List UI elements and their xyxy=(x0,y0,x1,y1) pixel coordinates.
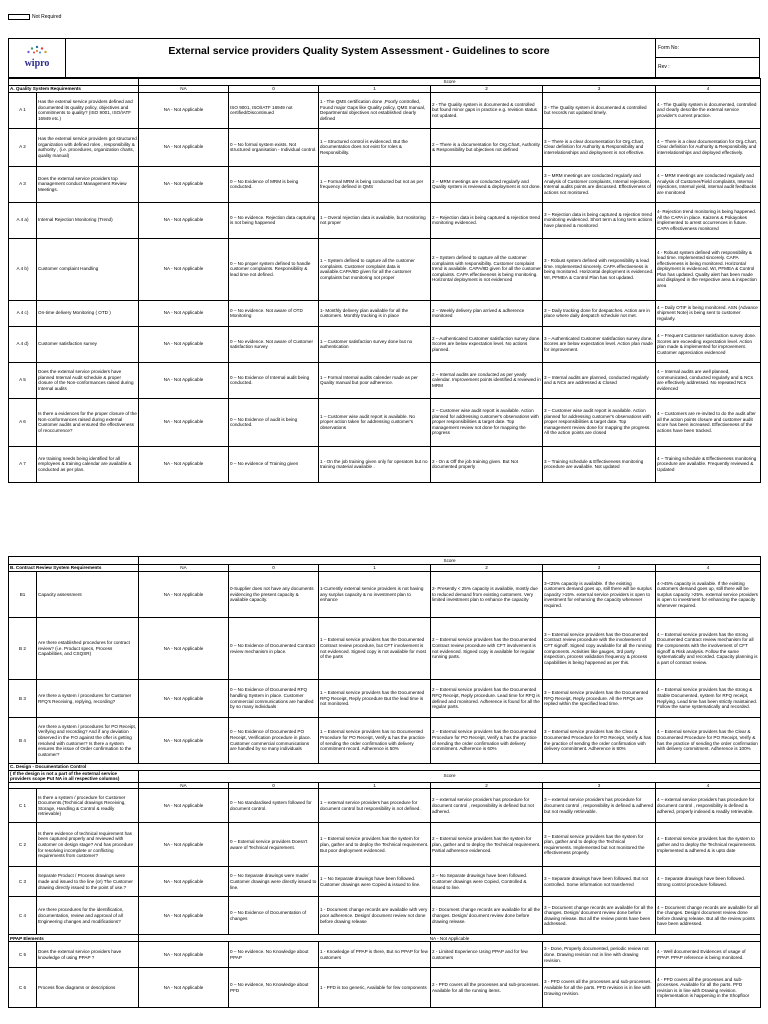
score-4: 4 – External service providers has the system to gather and to deploy the Technical requirements. Implemented & adhered & is upto date xyxy=(656,823,761,867)
form-number-box xyxy=(655,39,760,77)
score-na: NA - Not Applicable xyxy=(139,968,229,1008)
score-3: 3 – Authenticated Customer satisfaction survey done. Scores are below expectation level. Action plan made for improvement. xyxy=(543,326,656,362)
score-2: 2 – System defined to capture all the customer complaints with responsibility. Customer complaint trend is available. CAPA/8D given for all the customer complaints. CAPA effectiveness is being monitoring. Horizontal deployment is not evidenced xyxy=(431,238,543,300)
table-row xyxy=(9,202,761,238)
score-4: 4 – Separate drawings have been followed. Strong control procedure followed. xyxy=(656,867,761,897)
score-2: 2- Presently < 25% capacity is available, mostly due to reduced demand from existing customers. Very limited investment plan to enhance the capacity xyxy=(431,572,543,618)
score-1: 1 – External service providers has the system for plan, gather and to deploy the Technical requirement. But poor deployment evidenced. xyxy=(319,823,431,867)
table-row xyxy=(9,618,761,680)
header-blank xyxy=(9,782,139,789)
score-column-header-4: 3 xyxy=(543,85,656,92)
score-1: 1 – Structured control is evidenced. But the documentation does not exist for roles & Responsibility. xyxy=(319,128,431,166)
quality-system-table xyxy=(8,78,761,483)
score-column-header-1: 0 xyxy=(229,565,319,572)
score-column-header-5: 4 xyxy=(656,85,761,92)
score-column-header-2: 1 xyxy=(319,782,431,789)
score-0: 0 – No evidence. Rejection data capturing is not being happened xyxy=(229,202,319,238)
criterion-id: A 5 xyxy=(9,362,37,398)
criterion-id: B 3 xyxy=(9,680,37,718)
contract-review-table xyxy=(8,556,761,1008)
section-heading: C. Design - Documentation Control xyxy=(9,764,761,771)
score-2: 2 - PFD covers all the processes and sub-processes. Available for all the running items. xyxy=(431,968,543,1008)
table-row xyxy=(9,867,761,897)
score-1: 1 – Overal rejection data is available, but monitoring not proper xyxy=(319,202,431,238)
score-3: 3 – External service providers has the Documented RFQ Receipt, Reply procedure. All the RFQs are replied within the specified lead time. xyxy=(543,680,656,718)
table-row xyxy=(9,572,761,618)
score-header: Score xyxy=(139,770,761,782)
criterion-id: C 3 xyxy=(9,867,37,897)
score-2: 2 - On & Off the job training given. But Not documented properly xyxy=(431,446,543,482)
score-1: 1 – External service providers has the Documented Contract review procedure, but CFT involvement is not evidenced. Signed copy is not available for most of the parts xyxy=(319,618,431,680)
score-4: 4 – External service providers has the strong Documented Contract review mechanism for all the components with the involvement of CFT signoff & Risk analysis. Follow the same systematically and recorded. Capacity planning is a part of contract review. xyxy=(656,618,761,680)
rev-label: Rev : xyxy=(656,57,760,76)
score-column-header-1: 0 xyxy=(229,85,319,92)
score-column-header-3: 2 xyxy=(431,565,543,572)
criterion-id: C 6 xyxy=(9,968,37,1008)
criterion-question: Has the external service providers got structured organization with defined roles , responsibility & authority , (i.e. procedures, organization charts, quality manual) xyxy=(37,128,139,166)
table-row xyxy=(9,789,761,823)
criterion-id: A 7 xyxy=(9,446,37,482)
score-3: 3 – external service providers has procedure for document control , responsibility is defined & adhered but not readily retrievable. xyxy=(543,789,656,823)
score-0: 0 – No evidence. No Knowledge about PPAP xyxy=(229,942,319,968)
table-row xyxy=(9,718,761,764)
table-row xyxy=(9,362,761,398)
score-na: NA - Not Applicable xyxy=(139,166,229,202)
criterion-id: A 3 xyxy=(9,166,37,202)
score-na: NA - Not Applicable xyxy=(139,718,229,764)
score-2: 2 – No Separate drawings have been followed. Customer drawings were Copied, Controlled & issued to line. xyxy=(431,867,543,897)
score-2: 2 – External service providers has the Documented RFQ Receipt, Reply procedure. Lead time for RFQ is defined and monitored. Adherence is found for all the regular parts. xyxy=(431,680,543,718)
table-row xyxy=(9,300,761,326)
score-0: 0 – No Evidence of audit is being conducted. xyxy=(229,398,319,446)
score-column-header-5: 4 xyxy=(656,782,761,789)
form-no-label: Form No: xyxy=(658,45,679,51)
score-1: 1 – External service providers has no Documented Procedure for PO Receipt, Verify & has the practice of sending the order confirmation with delivery commitment record. Adherence is 50% xyxy=(319,718,431,764)
score-3: 3 – Rejection data is being captured & rejection trend monitoring evidenced. Short term & long term actions have planned & monitored xyxy=(543,202,656,238)
criterion-id: A 6 xyxy=(9,398,37,446)
criterion-question: Does the external service providers top management conduct Management Review Meetings. xyxy=(37,166,139,202)
score-1: 1 – Formal MRM is being conducted but not as per frequency defined in QMS xyxy=(319,166,431,202)
score-column-header-2: 1 xyxy=(319,85,431,92)
score-3: 3 - Done, Properly documented, periodic review not done. Drawing revision not in line with drawing revision. xyxy=(543,942,656,968)
score-4: 4 – External service providers has the strong & Stable Documented, system for RFQ receipt, Replying. Lead time has been strictly maintained. Follow the same systematically and recorded. xyxy=(656,680,761,718)
score-4: 4 – External service providers has the Clear & Documented Procedure for PO Receipt, Verify & has the practice of sending the order confirmation with delivery commitment. Adherence is 100% xyxy=(656,718,761,764)
logo-wordmark: wipro xyxy=(24,58,50,69)
criterion-question: Are there established procedures for contract review? (i.e. Product specs, Process Capabilities, and CSQSR) xyxy=(37,618,139,680)
table-row xyxy=(9,823,761,867)
score-na: NA - Not Applicable xyxy=(139,789,229,823)
criterion-id: B 2 xyxy=(9,618,37,680)
table-row xyxy=(9,398,761,446)
score-2: 2 - Limited Experience Using PPAP and for few customers xyxy=(431,942,543,968)
score-na: NA - Not Applicable xyxy=(139,680,229,718)
criterion-question: Are there procedures for the identification, documentation, review and approval of all Engineering changes and modifications? xyxy=(37,897,139,935)
criterion-question: Is there a system / procedure for Customer Documents.(Technical drawings Receiving, Storage, Handling & Control & readily retrievable) xyxy=(37,789,139,823)
score-3: 3 – Training schedule & Effectiveness monitoring procedure are available. Not updated xyxy=(543,446,656,482)
score-0: 0 – No Evidence of Documentation of changes xyxy=(229,897,319,935)
criterion-question: Capacity assessment xyxy=(37,572,139,618)
score-header: Score xyxy=(139,79,761,86)
score-na: NA - Not Applicable xyxy=(139,202,229,238)
score-3: 3 - Robust system defined with responsibility & lead time. Implemented sincerely. CAPA effectiveness is being monitored. Horizontal deployment is evidenced. WI, PFMEA & Control Plan has not updated. xyxy=(543,238,656,300)
legend-label: Not Required xyxy=(32,14,62,20)
header-blank xyxy=(9,557,139,565)
score-4: 4->45% capacity is available. If the existing customers demand goes up, still there will be surplus capacity >25%. external service providers is open to investment for enhancing the capacity whenever required. xyxy=(656,572,761,618)
score-0: 0 – No evidence of Training given xyxy=(229,446,319,482)
score-4: 4 - The Quality system is documented, controlled and clearly describe the external service provider's current practice. xyxy=(656,92,761,128)
criterion-question: Internal Rejection Monitoring (Trend) xyxy=(37,202,139,238)
score-1: 1 – System defined to capture all the customer complaints. Customer complaint data is available.CAPA/8D given for all the customer complaints but monitoring not proper xyxy=(319,238,431,300)
score-3: 3 – Internal audits are planned, conducted regularly and & NCs are addressed & Closed xyxy=(543,362,656,398)
section-title: B. Contract Review System Requirements xyxy=(9,565,139,572)
score-0: 0 – No evidence, No Knowledge about PFD xyxy=(229,968,319,1008)
score-na: NA - Not Applicable xyxy=(139,618,229,680)
criterion-question: Is there evidence of technical requirement has been captured properly and reviewed with customer on design stage? And has procedure for resolving incomplete or conflicting requirements from customer? xyxy=(37,823,139,867)
score-1: 1 - PFD is too generic, Available for few components xyxy=(319,968,431,1008)
score-0: 0 – No Evidence of Documented Contract review mechanism in place. xyxy=(229,618,319,680)
score-4: 4 – There is a clear documentation for Org.Chart, Clear definition for Authority & Responsibility and interrelationships and deployed effectively. xyxy=(656,128,761,166)
score-4: 4 - Well documented Evidences of usage of PPAP. PPAP reference is being monitored. xyxy=(656,942,761,968)
table-row xyxy=(9,166,761,202)
score-2: 2 – external service providers has procedure for document control , responsibility is defined but not adhered. xyxy=(431,789,543,823)
not-required-legend xyxy=(8,14,61,20)
score-3: 3 – Separate drawings have been followed. But not controlled. Some information not transferred xyxy=(543,867,656,897)
score-1: 1- Monthly delivery plan available for all the customers. Monthly tracking is in place xyxy=(319,300,431,326)
score-0: 0 – No formal system exists. Not structured organisation - Individual control. xyxy=(229,128,319,166)
score-column-header-4: 3 xyxy=(543,565,656,572)
score-0: 0 – No Evidence of Internal audit being conducted. xyxy=(229,362,319,398)
score-1: 1 – No Separate drawings have been followed. Customer drawings were Copied & issued to line. xyxy=(319,867,431,897)
criterion-id: A 4 b) xyxy=(9,238,37,300)
score-2: 2 - The Quality system is documented & controlled but found minor gaps in practice e.g. revision status not updated. xyxy=(431,92,543,128)
score-na: NA - Not Applicable xyxy=(139,823,229,867)
criterion-question: Customer satisfaction survey xyxy=(37,326,139,362)
score-2: 2 – Authenticated Customer satisfaction survey done. Scores are below expectation level. No actions planned. xyxy=(431,326,543,362)
criterion-question: Are there a system / procedures for Customer RFQ's Receiving, replying, recording? xyxy=(37,680,139,718)
score-0: 0 – No evidence. Not aware of OTD Monitoring xyxy=(229,300,319,326)
criterion-question: Does the external service providers have planned Internal Audit schedule & proper closure of the Non-conformances raised during Internal audits xyxy=(37,362,139,398)
score-1: 1 – Customer wise audit report is available. No proper action taken for addressing customer's observations xyxy=(319,398,431,446)
score-column-header-0: NA xyxy=(139,85,229,92)
score-3: 3-<25% capacity is available. If the existing customers demand goes up, still there will be surplus capacity >15%. external service providers is open to investment for enhancing the capacity whenever required. xyxy=(543,572,656,618)
score-0: 0 – External service providers Doesn't aware of Technical requirement. xyxy=(229,823,319,867)
score-1: 1 - Document change records are available with very poor adherence. Design/ document review not done before drawing release xyxy=(319,897,431,935)
score-2: 2 – Weekly delivery plan arrived & adherence monitored xyxy=(431,300,543,326)
wipro-logo-icon xyxy=(20,44,54,72)
score-3: 3 – Document change records are available for all the changes. Design/ document review done before drawing release. But all the review points have been addressed. xyxy=(543,897,656,935)
score-column-header-5: 4 xyxy=(656,565,761,572)
score-column-header-0: NA xyxy=(139,565,229,572)
criterion-question: Separate Product / Process drawings were made and issued to the line (or) The Customer drawing directly issued to the point of use.? xyxy=(37,867,139,897)
score-1: 1 - The QMS certification done ,Poorly controlled, Found major Gaps like Quality policy, QMS manual, Departmental objectives not established clearly defined xyxy=(319,92,431,128)
criterion-question: Are there a system / procedures for PO Receipt, Verifying and recording? And if any deviation observed in the P.O against the offer is getting resolved with customer? Is there a system ensures the issue of Order confirmation to the customer? xyxy=(37,718,139,764)
criterion-question: Does the external service providers have knowledge of using PPAP ? xyxy=(37,942,139,968)
score-na: NA - Not Applicable xyxy=(139,572,229,618)
score-na: NA - Not Applicable xyxy=(139,446,229,482)
table-row xyxy=(9,92,761,128)
section-title: A. Quality System Requirements xyxy=(9,85,139,92)
criterion-id: A 4 c) xyxy=(9,300,37,326)
score-column-header-2: 1 xyxy=(319,565,431,572)
score-na: NA - Not Applicable xyxy=(139,867,229,897)
score-3: 3 – Daily tracking done for despatches. Action are in place where daily despatch schedule not met. xyxy=(543,300,656,326)
score-na: NA - Not Applicable xyxy=(139,398,229,446)
legend-swatch xyxy=(8,14,30,20)
table-row xyxy=(9,326,761,362)
criterion-id: C 2 xyxy=(9,823,37,867)
score-0: ISO 9001, ISO/IATF 16949 not certified/Discontinued xyxy=(229,92,319,128)
criterion-id: B1 xyxy=(9,572,37,618)
table-row xyxy=(9,680,761,718)
score-0: 0 – No standardised system followed for document control. xyxy=(229,789,319,823)
section-subtitle: ( If the design is not a part of the external service providers scope Put NA in all respective columns) xyxy=(9,770,139,782)
score-2: 2 – Rejection data is being captured & rejection trend monitoring evidenced. xyxy=(431,202,543,238)
criterion-id: C 1 xyxy=(9,789,37,823)
score-2: 2 – External service providers has the Documented Contract review procedure with CFT involvement is not evidenced. Signed copy is available for regular running parts. xyxy=(431,618,543,680)
score-4: 4 – external service providers has procedure for document control , responsibility is defined & adhered, properly indexed & readily retrievable. xyxy=(656,789,761,823)
score-4: 4 – Customers are re-invited to do the audit after all the action points closure and customer audit score has been increased. Effectiveness of the actions have been tracked. xyxy=(656,398,761,446)
ppap-title: PPAP Elements xyxy=(9,935,139,942)
score-0: 0 – No evidence. Not aware of Customer satisfaction survey xyxy=(229,326,319,362)
score-3: 3 – There is a clear documentation for Org.Chart, Clear definition for Authority & Responsibility and interrelationships and deployment is not effective. xyxy=(543,128,656,166)
table-row xyxy=(9,128,761,166)
score-4: 4 - Robust system defined with responsibility & lead time. Implemented sincerely. CAPA effectiveness is being monitored. Horizontal deployment is evidenced. WI, PFMEA & Control Plan has updated. Quality alert has been made and displayed in the respective area & inspection area xyxy=(656,238,761,300)
score-na: NA - Not Applicable xyxy=(139,362,229,398)
score-0: 0 – No Evidence of Documented RFQ handling System in place. Customer commercial communications are handled by so many individuals xyxy=(229,680,319,718)
score-0: 0 – No Evidence of MRM is being conducted. xyxy=(229,166,319,202)
score-1: 1 – Formal Internal audits calender made as per Quality manual but poor adherence. xyxy=(319,362,431,398)
score-4: 4 – MRM meetings are conducted regularly and Analysis of Customer/Field complaints, Internal rejections, Internal yield, internal audit feedbacks are monitored xyxy=(656,166,761,202)
score-3: 3 – External service providers has the Clear & Documented Procedure for PO Receipt, Verify & has the practice of sending the order confirmation with delivery commitment. Adherence is 80% xyxy=(543,718,656,764)
criterion-id: A 4 d) xyxy=(9,326,37,362)
score-4: 4 - PFD covers all the processes and sub-processes. Available for all the parts. PFD revision is in line with Drawing revision. Implementation is happening in the Shopfloor xyxy=(656,968,761,1008)
score-1: 1 – Customer satisfaction survey done but no authentication xyxy=(319,326,431,362)
score-1: 1-Currently external service providers is not having any surplus capacity & no investment plan to enhance xyxy=(319,572,431,618)
ppap-na-label: NA - Not Applicable xyxy=(139,935,761,942)
score-2: 2 – There is a documentation for Org.Chart, Authority & Responsibility but objectives not defined xyxy=(431,128,543,166)
score-na: NA - Not Applicable xyxy=(139,92,229,128)
score-na: NA - Not Applicable xyxy=(139,300,229,326)
criterion-id: A 2 xyxy=(9,128,37,166)
table-row xyxy=(9,942,761,968)
criterion-id: C 5 xyxy=(9,942,37,968)
score-3: 3 – External service providers has the system for plan, gather and to deploy the Technical requirements. Implemented but not monitored the effectiveness properly. xyxy=(543,823,656,867)
score-1: 1 – External service providers has the Documented RFQ Receipt, Reply procedure But the lead time is not monitored. xyxy=(319,680,431,718)
score-2: 2 – Customer wise audit report is available. Action planned for addressing customer's observations with proper responsibilities & target date. Top management review not done for mapping the progress xyxy=(431,398,543,446)
score-3: 3 - The Quality system is documented & controlled but records not updated timely. xyxy=(543,92,656,128)
score-na: NA - Not Applicable xyxy=(139,128,229,166)
score-4: 4 – Daily OTIF is being monitored. ASN (Advance shipment Note) is being sent to customer regularly. xyxy=(656,300,761,326)
score-4: 4- Rejection trend monitoring is being happened. All the CAPA in place. Kaizens & Pokayokes implemented to arrest occurrences in future. CAPA effectiveness monitored xyxy=(656,202,761,238)
score-2: 2 – External service providers has the system for plan, gather and to deploy the Technical requirement. Partial adherence evidenced. xyxy=(431,823,543,867)
page-title: External service providers Quality System Assessment - Guidelines to score xyxy=(168,45,550,57)
score-column-header-0: NA xyxy=(139,782,229,789)
score-1: 1 – external service providers has procedure for document control but responsibility is not defined. xyxy=(319,789,431,823)
score-2: 2 – Internal audits are conducted as per yearly calendar. Improvement points identified & reviewed in MRM xyxy=(431,362,543,398)
score-column-header-3: 2 xyxy=(431,782,543,789)
criterion-question: Process flow diagrams or descriptions xyxy=(37,968,139,1008)
criterion-question: On-time delivery Monitoring ( OTD ) xyxy=(37,300,139,326)
score-0: 0 – No Separate drawings were made/ Customer drawings were directly issued to line. xyxy=(229,867,319,897)
table-row xyxy=(9,446,761,482)
table-row xyxy=(9,238,761,300)
score-na: NA - Not Applicable xyxy=(139,942,229,968)
criterion-question: Are training needs being identified for all employees & training calendar are available & conducted as per plan. xyxy=(37,446,139,482)
score-3: 3 – External service providers has the Documented Contract review procedure with the involvement of CFT signoff. Signed copy available for all the running components. Activities like gauges, 3rd party inspection, process validation frequency & process capabilities is being happened as per this. xyxy=(543,618,656,680)
table-row xyxy=(9,968,761,1008)
score-1: 1 - Knowledge of PPAP is there, But no PPAP for few customers xyxy=(319,942,431,968)
score-4: 4 – Frequent Customer satisfaction survey done. Scores are exceeding expectation level. Action plan made & implemented for improvement. Customer appreciation evidenced xyxy=(656,326,761,362)
criterion-question: Customer complaint Handling xyxy=(37,238,139,300)
score-0: 0 – No proper system defined to handle customer complaints. Responsibility & lead time not defined. xyxy=(229,238,319,300)
score-3: 3 – MRM meetings are conducted regularly and Analysis of Customer complaints, Internal rejections, Internal audits points are discussed. Effectiveness of actions not monitored. xyxy=(543,166,656,202)
score-3: 3 - PFD covers all the processes and sub-processes. Available for all the parts. PFD revision is in line with Drawing revision. xyxy=(543,968,656,1008)
score-2: 2 – MRM meetings are conducted regularly and Quality system is reviewed & deployment is not done. xyxy=(431,166,543,202)
score-3: 3 – Customer wise audit report is available. Action planned for addressing customer's observations with proper responsibilities & target date. Top management review done for mapping the progress. All the action points are closed xyxy=(543,398,656,446)
criterion-id: C 4 xyxy=(9,897,37,935)
score-header: Score xyxy=(139,557,761,565)
score-0: 0-Supplier does not have any documents evidencing the present capacity & available capacity. xyxy=(229,572,319,618)
document-header xyxy=(8,38,760,78)
company-logo xyxy=(9,39,66,77)
score-column-header-3: 2 xyxy=(431,85,543,92)
score-4: 4 – Document change records are available for all the changes. Design/ document review done before drawing release. But all the review points have been addressed. xyxy=(656,897,761,935)
criterion-id: B 4 xyxy=(9,718,37,764)
score-na: NA - Not Applicable xyxy=(139,326,229,362)
score-na: NA - Not Applicable xyxy=(139,238,229,300)
header-blank xyxy=(9,79,139,86)
table-row xyxy=(9,897,761,935)
score-2: 2 - Document change records are available for all the changes. Design/ document review done before drawing release. xyxy=(431,897,543,935)
score-column-header-4: 3 xyxy=(543,782,656,789)
score-1: 1 - On the job training given only for operators but no training material available . xyxy=(319,446,431,482)
score-2: 2 – External service providers has the Documented Procedure for PO Receipt, Verify & has the practice of sending the order confirmation with delivery commitment. Adherence is 60% xyxy=(431,718,543,764)
score-column-header-1: 0 xyxy=(229,782,319,789)
criterion-question: Is there a evidences for the proper closure of the Non-conformances raised during external Customer audits and ensured the effectiveness of reoccurrence? xyxy=(37,398,139,446)
criterion-id: A 1 xyxy=(9,92,37,128)
score-na: NA - Not Applicable xyxy=(139,897,229,935)
score-4: 4 – Internal audits are well planned, communicated, conducted regularly and & NCs are effectively addressed. No repeated NCs evidenced xyxy=(656,362,761,398)
criterion-id: A 4 a) xyxy=(9,202,37,238)
criterion-question: Has the external service providers defined and documented its quality policy, objectives and commitments to quality? (ISO 9001, ISO/IATF 16949 etc.) xyxy=(37,92,139,128)
score-0: 0 – No Evidence of Documented PO Receipt, Verification procedure in place. Customer commercial communications are handled by so many individuals xyxy=(229,718,319,764)
score-4: 4 – Training schedule & Effectiveness monitoring procedure are available. Frequently reviewed & Updated xyxy=(656,446,761,482)
